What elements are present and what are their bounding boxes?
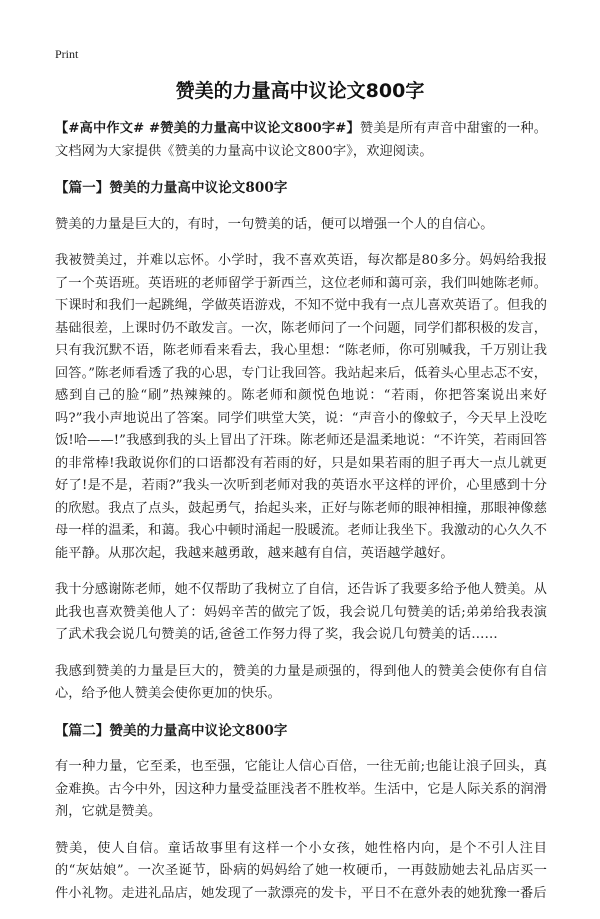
- paragraph: 赞美，使人自信。童话故事里有这样一个小女孩，她性格内向，是个不引人注目的“灰姑娘”。一次圣诞节，卧病的妈妈给了她一枚硬币，一再鼓励她去礼品店买一件小礼物。走进礼品店，她发现了一款漂亮的发卡，平日不在意外表的她犹豫一番后: [55, 840, 547, 901]
- print-link[interactable]: Print: [55, 47, 79, 61]
- intro-text: 赞美是所有声音中甜蜜的一种。文档网为大家提供《赞美的力量高中议论文800字》，欢迎阅读。: [55, 121, 547, 159]
- paragraph: 我被赞美过，并难以忘怀。小学时，我不喜欢英语，每次都是80多分。妈妈给我报了一个英语班。英语班的老师留学于新西兰，这位老师和蔼可亲，我们叫她陈老师。下课时和我们一起跳绳，学做英语游戏，不知不觉中我有一点儿喜欢英语了。但我的基础很差，上课时仍不敢发言。一次，陈老师问了一个问题，同学们都积极的发言，只有我沉默不语，陈老师看来看去，我心里想：“陈老师，你可别喊我，千万别让我回答。”陈老师看透了我的心思，专门让我回答。我站起来后，低着头心里忐忑不安，感到自己的脸“刷”热辣辣的。陈老师和颜悦色地说：“若雨，你把答案说出来好吗?”我小声地说出了答案。同学们哄堂大笑，说：“声音小的像蚊子，今天早上没吃饭!哈——!”我感到我的头上冒出了汗珠。陈老师还是温柔地说：“不许笑，若雨回答的非常棒!我敢说你们的口语都没有若雨的好，只是如果若雨的胆子再大一点儿就更好了!是不是，若雨?”我头一次听到老师对我的英语水平这样的评价，心里感到十分的欣慰。我点了点头，鼓起勇气，抬起头来，正好与陈老师的眼神相撞，那眼神像慈母一样的温柔，和蔼。我心中顿时涌起一股暖流。老师让我坐下。我激动的心久久不能平静。从那次起，我越来越勇敢，越来越有自信，英语越学越好。: [55, 253, 547, 561]
- paragraph: 赞美的力量是巨大的，有时，一句赞美的话，便可以增强一个人的自信心。: [55, 216, 494, 232]
- intro-tag: 【#高中作文# #赞美的力量高中议论文800字#】: [55, 121, 360, 136]
- paragraph: 我十分感谢陈老师，她不仅帮助了我树立了自信，还告诉了我要多给予他人赞美。从此我也喜欢赞美他人了：妈妈辛苦的做完了饭，我会说几句赞美的话;弟弟给我表演了武术我会说几句赞美的话,爸爸工作努力得了奖，我会说几句赞美的话……: [55, 582, 547, 642]
- paragraph: 有一种力量，它至柔，也至强，它能让人信心百倍，一往无前;也能让浪子回头，真金难换。古今中外，因这种力量受益匪浅者不胜枚举。生活中，它是人际关系的润滑剂，它就是赞美。: [55, 759, 547, 819]
- intro-paragraph: [55, 118, 547, 163]
- section-heading-2: 【篇二】赞美的力量高中议论文800字: [55, 722, 288, 739]
- page-title: 赞美的力量高中议论文800字: [175, 80, 425, 102]
- paragraph: 我感到赞美的力量是巨大的，赞美的力量是顽强的，得到他人的赞美会使你有自信心，给予他人赞美会使你更加的快乐。: [55, 663, 547, 701]
- article-body: [55, 118, 547, 919]
- section-heading-1: 【篇一】赞美的力量高中议论文800字: [55, 180, 288, 196]
